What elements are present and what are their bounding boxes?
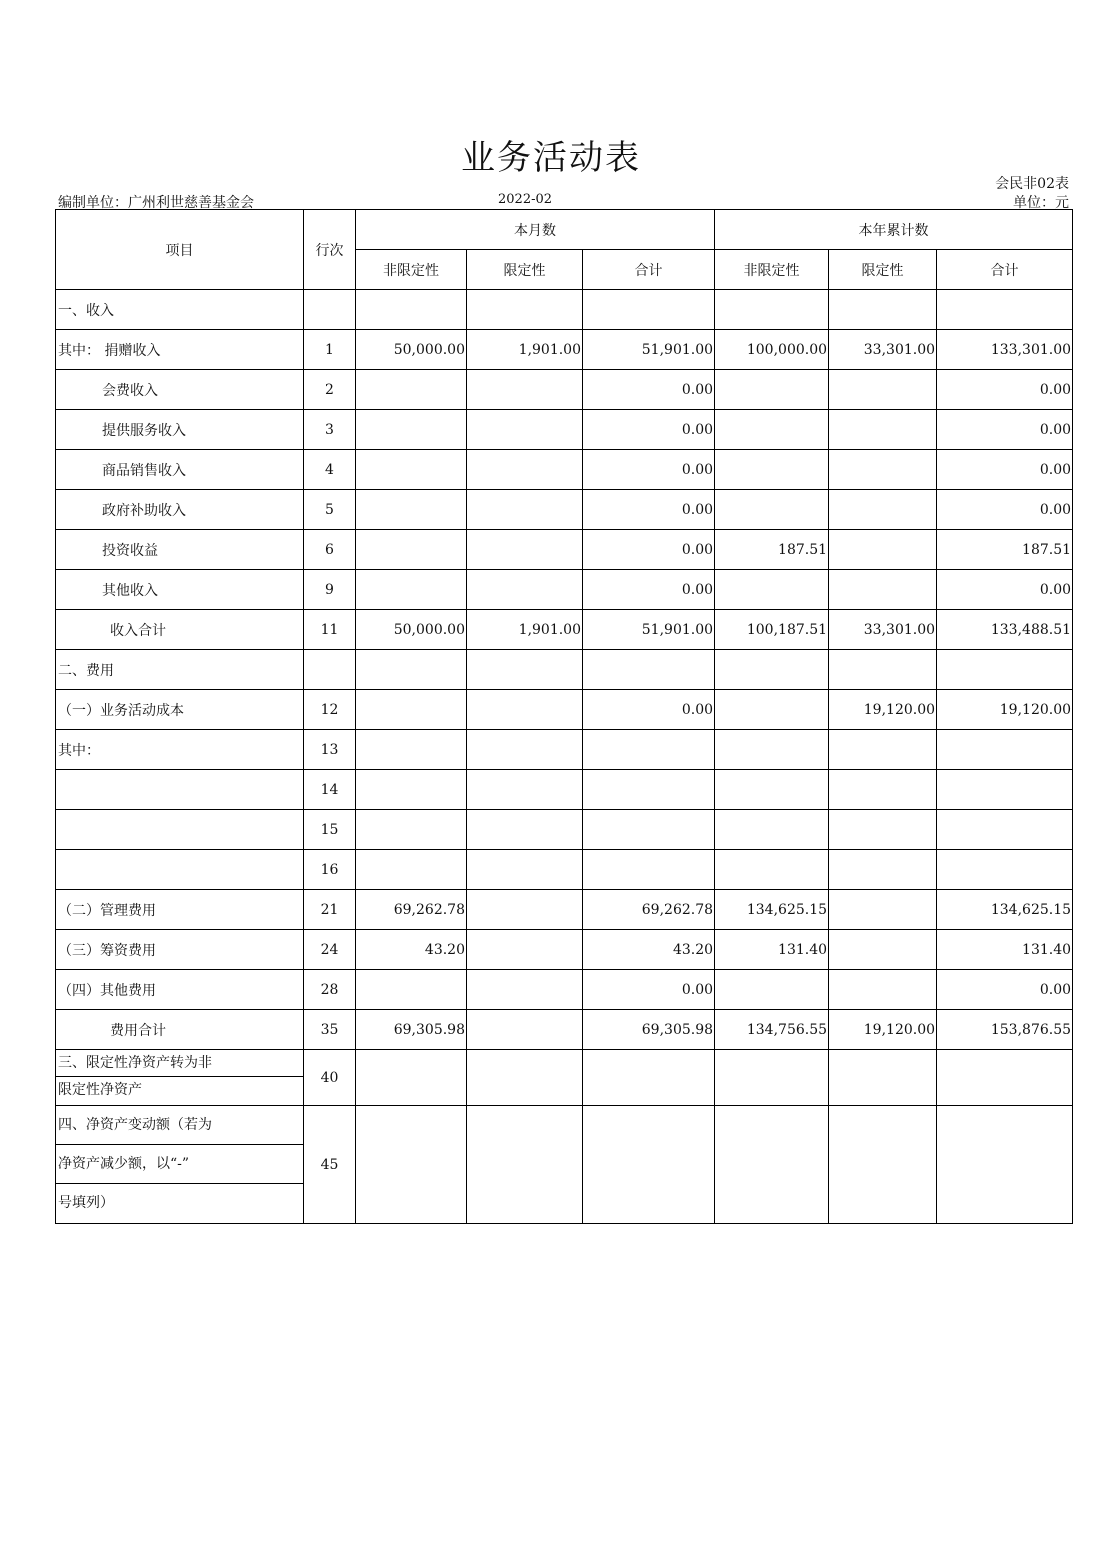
row-value — [356, 650, 467, 690]
row-value — [583, 290, 715, 330]
row-value — [937, 650, 1073, 690]
table-row — [56, 1010, 1073, 1050]
row-value — [356, 970, 467, 1010]
row-value — [829, 810, 937, 850]
row-value: 1,901.00 — [467, 330, 583, 370]
row-value — [715, 970, 829, 1010]
table-row — [56, 570, 1073, 610]
row-45-item-c: 号填列） — [56, 1183, 303, 1222]
row-value — [829, 450, 937, 490]
row-value: 69,305.98 — [583, 1010, 715, 1050]
row-45-cell — [467, 1106, 583, 1224]
row-line-number: 13 — [304, 730, 356, 770]
row-40-cell — [937, 1050, 1073, 1106]
row-item — [56, 770, 304, 810]
row-line-number: 2 — [304, 370, 356, 410]
table-row — [56, 850, 1073, 890]
table-row — [56, 770, 1073, 810]
row-45-item-b: 净资产减少额，以“-” — [56, 1144, 303, 1183]
row-value: 134,625.15 — [715, 890, 829, 930]
row-40-item — [56, 1050, 304, 1106]
row-value — [467, 770, 583, 810]
row-value — [467, 410, 583, 450]
row-value — [829, 650, 937, 690]
row-value: 134,625.15 — [937, 890, 1073, 930]
row-line-number: 24 — [304, 930, 356, 970]
table-row — [56, 970, 1073, 1010]
row-40-item-b: 限定性净资产 — [56, 1076, 303, 1103]
row-value — [356, 850, 467, 890]
row-item: 费用合计 — [56, 1010, 304, 1050]
row-value — [829, 370, 937, 410]
table-row — [56, 490, 1073, 530]
row-value — [583, 770, 715, 810]
row-item: 其中： 捐赠收入 — [56, 330, 304, 370]
row-value — [715, 650, 829, 690]
row-40-item-a: 三、限定性净资产转为非 — [58, 1055, 212, 1071]
org-name: 编制单位：广州利世慈善基金会 — [58, 195, 254, 211]
row-line-number: 14 — [304, 770, 356, 810]
row-value: 51,901.00 — [583, 330, 715, 370]
row-value: 187.51 — [937, 530, 1073, 570]
row-40-cell — [715, 1050, 829, 1106]
row-value — [829, 770, 937, 810]
row-value — [467, 730, 583, 770]
activity-table — [55, 209, 1073, 1224]
row-value: 0.00 — [937, 970, 1073, 1010]
row-value: 1,901.00 — [467, 610, 583, 650]
row-value: 134,756.55 — [715, 1010, 829, 1050]
row-value: 69,262.78 — [356, 890, 467, 930]
header-month-restricted: 限定性 — [467, 250, 583, 290]
table-row — [56, 610, 1073, 650]
row-value — [356, 770, 467, 810]
row-item: 其中： — [56, 730, 304, 770]
row-value — [356, 490, 467, 530]
header-month: 本月数 — [356, 210, 715, 250]
row-value — [937, 770, 1073, 810]
row-45-cell — [356, 1106, 467, 1224]
row-45-cell — [937, 1106, 1073, 1224]
row-45-item-a: 四、净资产变动额（若为 — [58, 1117, 212, 1133]
row-item: 会费收入 — [56, 370, 304, 410]
row-value — [829, 530, 937, 570]
row-value: 69,262.78 — [583, 890, 715, 930]
header-line: 行次 — [304, 210, 356, 290]
row-value — [467, 890, 583, 930]
row-value: 0.00 — [583, 450, 715, 490]
row-value — [467, 970, 583, 1010]
row-value: 187.51 — [715, 530, 829, 570]
row-value — [715, 810, 829, 850]
row-line-number: 15 — [304, 810, 356, 850]
row-value: 133,301.00 — [937, 330, 1073, 370]
row-value — [467, 810, 583, 850]
row-value: 133,488.51 — [937, 610, 1073, 650]
row-value — [467, 1010, 583, 1050]
row-value — [467, 370, 583, 410]
row-value — [829, 410, 937, 450]
row-value — [356, 690, 467, 730]
row-value — [715, 450, 829, 490]
row-value — [467, 930, 583, 970]
form-code: 会民非02表 — [995, 176, 1069, 192]
header-month-total: 合计 — [583, 250, 715, 290]
report-title: 业务活动表 — [461, 138, 641, 178]
row-value — [356, 570, 467, 610]
row-40-cell — [583, 1050, 715, 1106]
row-value: 0.00 — [583, 370, 715, 410]
row-item — [56, 810, 304, 850]
table-row — [56, 450, 1073, 490]
row-line-number: 1 — [304, 330, 356, 370]
row-item: 政府补助收入 — [56, 490, 304, 530]
row-value — [829, 730, 937, 770]
row-value: 50,000.00 — [356, 330, 467, 370]
row-value — [829, 490, 937, 530]
row-40-cell — [467, 1050, 583, 1106]
table-row — [56, 370, 1073, 410]
row-value — [467, 530, 583, 570]
table-row — [56, 290, 1073, 330]
row-value: 19,120.00 — [937, 690, 1073, 730]
row-value — [715, 690, 829, 730]
row-value: 0.00 — [583, 570, 715, 610]
header-ytd-restricted: 限定性 — [829, 250, 937, 290]
row-value: 131.40 — [715, 930, 829, 970]
table-row — [56, 330, 1073, 370]
row-value: 50,000.00 — [356, 610, 467, 650]
row-item: （三）筹资费用 — [56, 930, 304, 970]
row-value — [467, 450, 583, 490]
row-value: 0.00 — [583, 490, 715, 530]
row-value — [583, 650, 715, 690]
row-value — [356, 530, 467, 570]
row-value — [937, 850, 1073, 890]
row-value — [937, 730, 1073, 770]
row-value: 43.20 — [583, 930, 715, 970]
row-value — [829, 570, 937, 610]
row-value: 0.00 — [583, 410, 715, 450]
row-value: 0.00 — [937, 570, 1073, 610]
header-ytd: 本年累计数 — [715, 210, 1073, 250]
row-value — [356, 370, 467, 410]
table-row — [56, 690, 1073, 730]
header-item: 项目 — [56, 210, 304, 290]
table-row — [56, 890, 1073, 930]
row-item: （二）管理费用 — [56, 890, 304, 930]
row-value: 0.00 — [583, 690, 715, 730]
row-value — [467, 650, 583, 690]
row-value: 0.00 — [937, 490, 1073, 530]
row-40-cell — [356, 1050, 467, 1106]
row-value: 43.20 — [356, 930, 467, 970]
row-value — [356, 730, 467, 770]
report-period: 2022-02 — [498, 192, 553, 207]
currency-unit: 单位：元 — [1013, 195, 1069, 211]
row-line-number: 21 — [304, 890, 356, 930]
row-value: 0.00 — [583, 970, 715, 1010]
row-line-number: 35 — [304, 1010, 356, 1050]
row-value — [937, 290, 1073, 330]
row-item: 其他收入 — [56, 570, 304, 610]
row-value — [715, 410, 829, 450]
row-value — [829, 890, 937, 930]
row-value — [467, 290, 583, 330]
row-item — [56, 850, 304, 890]
row-45-cell — [829, 1106, 937, 1224]
row-line-number: 12 — [304, 690, 356, 730]
row-value — [715, 370, 829, 410]
row-line-number: 9 — [304, 570, 356, 610]
row-value — [356, 810, 467, 850]
row-value — [467, 850, 583, 890]
table-row — [56, 810, 1073, 850]
table-row — [56, 410, 1073, 450]
row-value — [356, 450, 467, 490]
table-row — [56, 930, 1073, 970]
row-45-item — [56, 1106, 304, 1224]
row-value — [829, 290, 937, 330]
row-value — [715, 770, 829, 810]
header-ytd-unrestricted: 非限定性 — [715, 250, 829, 290]
row-item: 提供服务收入 — [56, 410, 304, 450]
row-item: 二、费用 — [56, 650, 304, 690]
row-value — [829, 970, 937, 1010]
row-45-cell — [583, 1106, 715, 1224]
row-line-number — [304, 290, 356, 330]
row-value — [467, 490, 583, 530]
row-value: 153,876.55 — [937, 1010, 1073, 1050]
row-value — [583, 810, 715, 850]
header-ytd-total: 合计 — [937, 250, 1073, 290]
row-value — [715, 570, 829, 610]
row-value: 100,187.51 — [715, 610, 829, 650]
row-value — [829, 850, 937, 890]
row-45-cell — [715, 1106, 829, 1224]
row-value: 0.00 — [583, 530, 715, 570]
row-item: 商品销售收入 — [56, 450, 304, 490]
row-value — [583, 730, 715, 770]
row-value — [467, 690, 583, 730]
row-item: （一）业务活动成本 — [56, 690, 304, 730]
row-value: 0.00 — [937, 450, 1073, 490]
row-value: 33,301.00 — [829, 610, 937, 650]
row-value — [467, 570, 583, 610]
row-item: （四）其他费用 — [56, 970, 304, 1010]
row-40-cell — [829, 1050, 937, 1106]
row-value — [583, 850, 715, 890]
table-row — [56, 650, 1073, 690]
row-value — [715, 850, 829, 890]
table-row — [56, 730, 1073, 770]
row-value — [715, 290, 829, 330]
header-month-unrestricted: 非限定性 — [356, 250, 467, 290]
row-value: 19,120.00 — [829, 1010, 937, 1050]
row-item: 收入合计 — [56, 610, 304, 650]
row-value: 0.00 — [937, 370, 1073, 410]
row-line-number: 3 — [304, 410, 356, 450]
row-value: 100,000.00 — [715, 330, 829, 370]
row-40-line: 40 — [304, 1050, 356, 1106]
row-item: 投资收益 — [56, 530, 304, 570]
row-value — [356, 410, 467, 450]
table-row — [56, 530, 1073, 570]
row-line-number: 4 — [304, 450, 356, 490]
row-value — [829, 930, 937, 970]
row-line-number: 28 — [304, 970, 356, 1010]
row-value: 19,120.00 — [829, 690, 937, 730]
row-line-number — [304, 650, 356, 690]
row-value: 69,305.98 — [356, 1010, 467, 1050]
row-value: 0.00 — [937, 410, 1073, 450]
row-value — [715, 490, 829, 530]
row-line-number: 5 — [304, 490, 356, 530]
row-line-number: 16 — [304, 850, 356, 890]
row-line-number: 11 — [304, 610, 356, 650]
row-value: 131.40 — [937, 930, 1073, 970]
row-line-number: 6 — [304, 530, 356, 570]
row-value — [356, 290, 467, 330]
row-item: 一、收入 — [56, 290, 304, 330]
row-value — [715, 730, 829, 770]
row-value: 33,301.00 — [829, 330, 937, 370]
row-value: 51,901.00 — [583, 610, 715, 650]
row-45-line: 45 — [304, 1106, 356, 1224]
row-value — [937, 810, 1073, 850]
